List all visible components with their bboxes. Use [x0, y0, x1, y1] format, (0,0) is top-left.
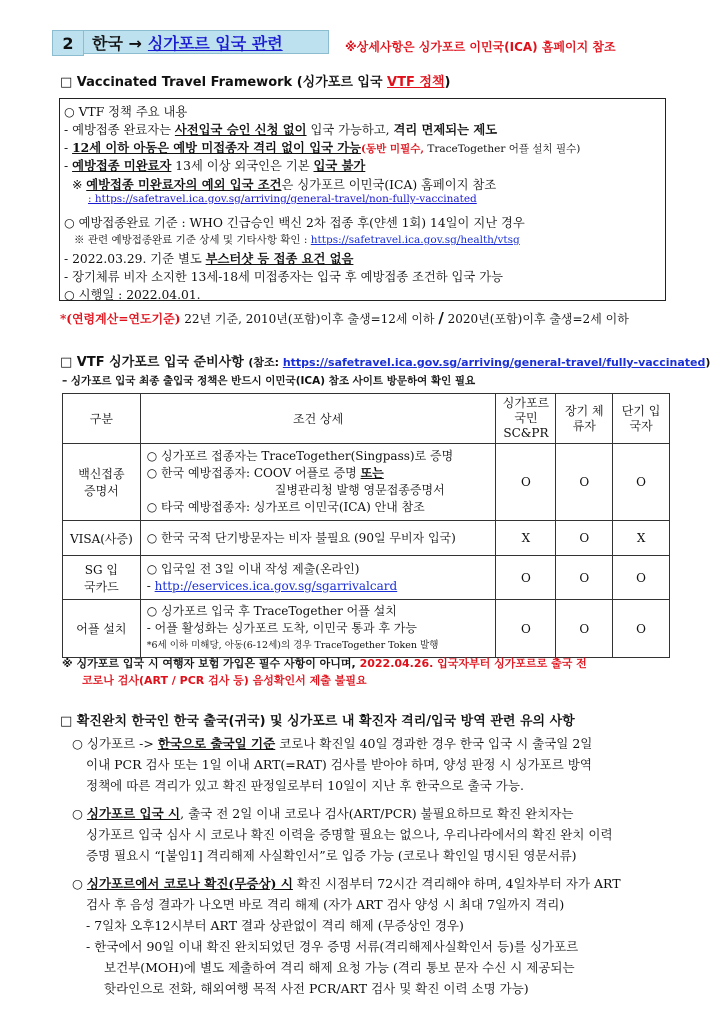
p1-line3: 정책에 따른 격리가 있고 확진 판정일로부터 10일이 지난 후 한국으로 출국 가능. — [86, 778, 524, 793]
col-header: 단기 입국자 — [613, 394, 670, 444]
vtf-line-1: ○ VTF 정책 주요 내용 — [64, 105, 188, 119]
p3-line3: - 7일차 오후12시부터 ART 결과 상관없이 격리 해제 (무증상인 경우) — [86, 918, 464, 933]
vtf-heading — [60, 71, 450, 90]
vtf-line-6-link[interactable]: : https://safetravel.ica.gov.sg/arriving/general-travel/non-fully-vaccinated — [88, 193, 477, 205]
p1-line1: ○ 싱가포르 -> 한국으로 출국일 기준 코로나 확진일 40일 경과한 경우 한국 입국 시 출국일 2일 — [72, 736, 593, 751]
table-row — [63, 521, 670, 556]
cell-value: O — [556, 600, 613, 658]
vtf-line-7: ○ 예방접종완료 기준 : WHO 긴급승인 백신 2차 접종 후(얀센 1회) 14일이 지난 경우 — [64, 216, 525, 230]
p2-line2: 싱가포르 입국 심사 시 코로나 확진 이력을 증명할 필요는 없으나, 우리나라에서의 확진 완치 이력 — [86, 827, 613, 842]
cell-value: X — [496, 521, 556, 556]
vtf-line-3: - 12세 이하 아동은 예방 미접종자 격리 없이 입국 가능(동반 미필수, TraceTogether 어플 설치 필수) — [64, 140, 581, 155]
section-title — [83, 30, 329, 54]
table-row — [63, 444, 670, 521]
cell-value: O — [613, 600, 670, 658]
row-category: 백신접종 증명서 — [63, 444, 141, 521]
col-header: 싱가포르 국민 SC&PR — [496, 394, 556, 444]
col-header: 조건 상세 — [140, 394, 496, 444]
cell-value: O — [496, 556, 556, 600]
vtf-line-8: ※ 관련 예방접종완료 기준 상세 및 기타사항 확인 : https://safetravel.ica.gov.sg/health/vtsg — [74, 234, 520, 246]
vtf-heading-prefix: □ Vaccinated Travel Framework (싱가포르 입국 — [60, 75, 388, 90]
p3-line2: 검사 후 음성 결과가 나오면 바로 격리 해제 (자가 ART 검사 양성 시 최대 7일까지 격리) — [86, 897, 565, 912]
title-prefix: 한국 → — [92, 33, 142, 53]
requirements-table — [62, 393, 670, 658]
prep-sub: – 싱가포르 입국 최종 출입국 정책은 반드시 이민국(ICA) 참조 사이트 방문하여 확인 필요 — [62, 375, 476, 387]
row-conditions: ○ 싱가포르 접종자는 TraceTogether(Singpass)로 증명 ○ 한국 예방접종자: COOV 어플로 증명 또는 질병관리청 발행 영문접종증명서 ○ 타국 예방접종자: 싱가포르 이민국(ICA) 안내 참조 — [140, 444, 496, 521]
cell-value: O — [556, 556, 613, 600]
vtf-heading-emph: VTF 정책 — [387, 75, 445, 90]
header-note: ※상세사항은 싱가포르 이민국(ICA) 홈페이지 참조 — [345, 40, 616, 54]
row-conditions: ○ 입국일 전 3일 이내 작성 제출(온라인) - http://eservices.ica.gov.sg/sgarrivalcard — [140, 556, 496, 600]
row-conditions: ○ 싱가포르 입국 후 TraceTogether 어플 설치 - 어플 활성화는 싱가포르 도착, 이민국 통과 후 가능 *6세 이하 미해당, 아동(6-12세)의 경우 TraceTogether Token 발행 — [140, 600, 496, 658]
vtf-info-box — [59, 98, 666, 301]
p2-line3: 증명 필요시 “[붙임1] 격리해제 사실확인서”로 입증 가능 (코로나 확인일 명시된 영문서류) — [86, 848, 577, 863]
table-row — [63, 600, 670, 658]
cell-value: O — [613, 444, 670, 521]
col-header: 장기 체류자 — [556, 394, 613, 444]
row-category: VISA(사증) — [63, 521, 141, 556]
arrival-card-link[interactable]: http://eservices.ica.gov.sg/sgarrivalcard — [154, 578, 398, 593]
section-number-badge — [52, 30, 84, 56]
table-header-row — [63, 394, 670, 444]
section-number: 2 — [62, 33, 74, 53]
p3-line5: 보건부(MOH)에 별도 제출하여 격리 해제 요청 가능 (격리 통보 문자 수신 시 제공되는 — [104, 960, 575, 975]
cell-value: O — [496, 600, 556, 658]
p1-line2: 이내 PCR 검사 또는 1일 이내 ART(=RAT) 검사를 받아야 하며, 양성 판정 시 싱가포르 방역 — [86, 757, 592, 772]
cell-value: O — [613, 556, 670, 600]
p3-line6: 핫라인으로 전화, 해외여행 목적 사전 PCR/ART 검사 및 확진 이력 소명 가능) — [104, 981, 529, 996]
p3-line4: - 한국에서 90일 이내 확진 완치되었던 경우 증명 서류(격리해제사실확인서 등)를 싱가포르 — [86, 939, 579, 954]
row-conditions: ○ 한국 국적 단기방문자는 비자 불필요 (90일 무비자 입국) — [140, 521, 496, 556]
title-destination: 싱가포르 입국 관련 — [147, 33, 283, 53]
vtf-heading-suffix: ) — [444, 75, 451, 90]
row-category: 어플 설치 — [63, 600, 141, 658]
cell-value: O — [556, 444, 613, 521]
col-header: 구분 — [63, 394, 141, 444]
vtf-health-link[interactable]: https://safetravel.ica.gov.sg/health/vtsg — [310, 234, 520, 246]
prep-heading: □ VTF 싱가포르 입국 준비사항 (참조: https://safetravel.ica.gov.sg/arriving/general-travel/fully-vaccinated) — [60, 355, 711, 370]
vtf-line-5: ※ 예방접종 미완료자의 예외 입국 조건은 싱가포르 이민국(ICA) 홈페이지 참조 — [72, 177, 497, 192]
age-note: *(연령계산=연도기준) 22년 기준, 2010년(포함)이후 출생=12세 이하 / 2020년(포함)이후 출생=2세 이하 — [60, 309, 629, 327]
row-category: SG 입국카드 — [63, 556, 141, 600]
vtf-line-11: ○ 시행일 : 2022.04.01. — [64, 288, 201, 302]
insurance-note-line2: 코로나 검사(ART / PCR 검사 등) 음성확인서 제출 불필요 — [82, 674, 367, 687]
vtf-line-10: - 장기체류 비자 소지한 13세-18세 미접종자는 입국 후 예방접종 조건하 입국 가능 — [64, 270, 503, 284]
table-row — [63, 556, 670, 600]
cell-value: O — [556, 521, 613, 556]
p2-line1: ○ 싱가포르 입국 시, 출국 전 2일 이내 코로나 검사(ART/PCR) 불필요하므로 확진 완치자는 — [72, 806, 574, 821]
vtf-line-4: - 예방접종 미완료자 13세 이상 외국인은 기본 입국 불가 — [64, 158, 366, 173]
p3-line1: ○ 싱가포르에서 코로나 확진(무증상) 시 확진 시점부터 72시간 격리해야 하며, 4일차부터 자가 ART — [72, 876, 621, 891]
confirmed-heading: □ 확진완치 한국인 한국 출국(귀국) 및 싱가포르 내 확진자 격리/입국 방역 관련 유의 사항 — [60, 714, 575, 729]
cell-value: O — [496, 444, 556, 521]
insurance-note-line1: ※ 싱가포르 입국 시 여행자 보험 가입은 필수 사항이 아니며, 2022.04.26. 입국자부터 싱가포르로 출국 전 — [62, 657, 587, 670]
vtf-line-2: - 예방접종 완료자는 사전입국 승인 신청 없이 입국 가능하고, 격리 면제되는 제도 — [64, 122, 498, 137]
prep-link[interactable]: https://safetravel.ica.gov.sg/arriving/general-travel/fully-vaccinated — [282, 356, 706, 369]
cell-value: X — [613, 521, 670, 556]
vtf-line-9: - 2022.03.29. 기준 별도 부스터샷 등 접종 요건 없음 — [64, 251, 354, 266]
